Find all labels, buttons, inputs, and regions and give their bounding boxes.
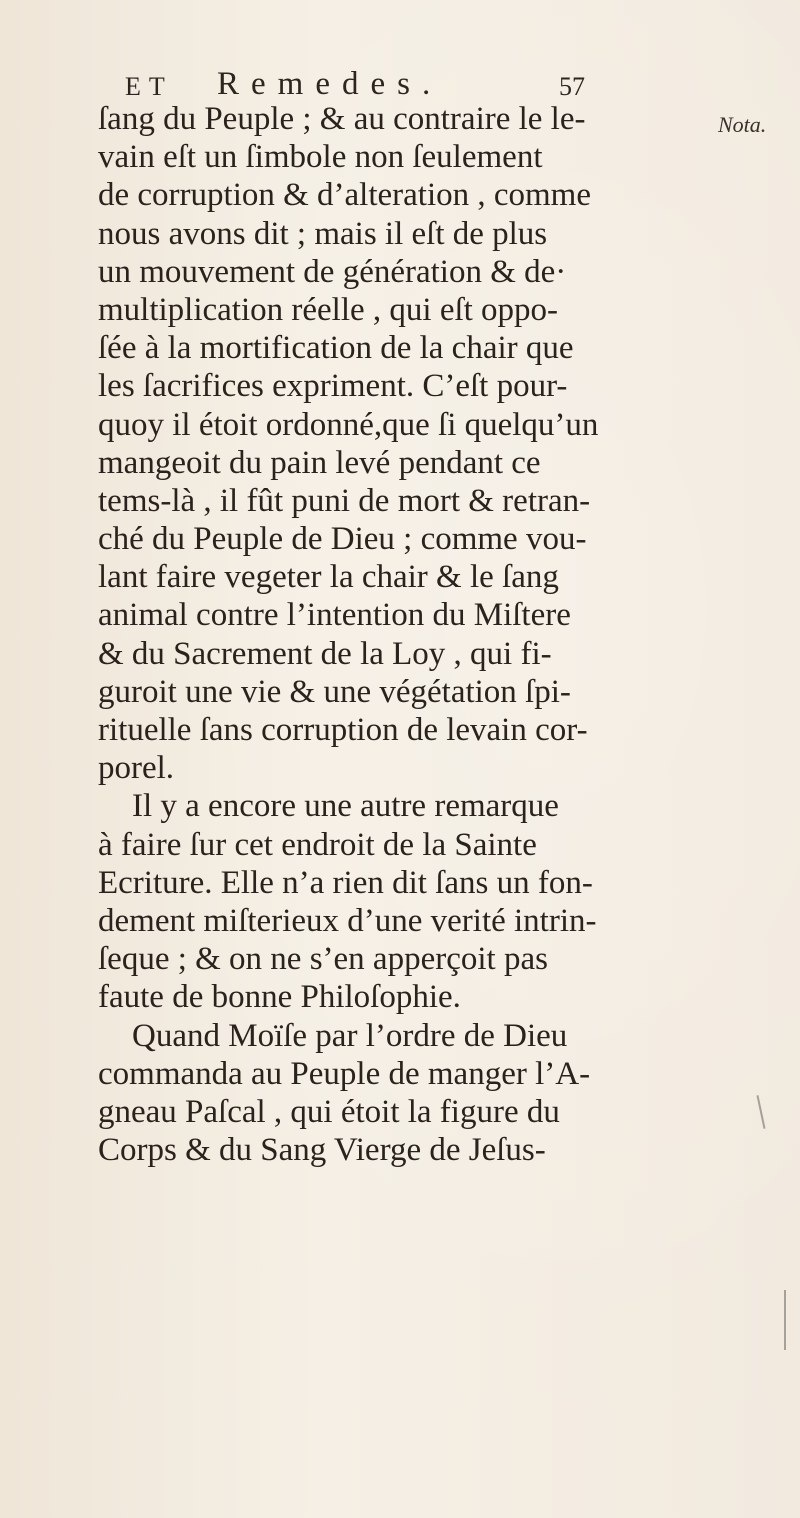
text-line: guroit une vie & une végétation ſpi-: [98, 673, 571, 710]
text-line: mangeoit du pain levé pendant ce: [98, 444, 541, 481]
margin-mark: [784, 1290, 786, 1350]
margin-note: Nota.: [718, 112, 767, 137]
running-head-title: Remedes.: [217, 66, 443, 102]
text-line: animal contre l’intention du Miſtere: [98, 597, 571, 634]
text-line: ſée à la mortification de la chair que: [98, 330, 574, 367]
text-line: quoy il étoit ordonné,que ſi quelqu’un: [98, 406, 599, 443]
page-number: 57: [559, 72, 585, 101]
text-line: rituelle ſans corruption de levain cor-: [98, 712, 588, 748]
text-line: & du Sacrement de la Loy , qui fi-: [98, 635, 552, 672]
text-line: tems-là , il fût puni de mort & retran-: [98, 482, 591, 519]
text-line: multiplication réelle , qui eſt oppo-: [98, 291, 559, 328]
text-line: gneau Paſcal , qui étoit la figure du: [98, 1093, 560, 1130]
body-text: [98, 100, 718, 1169]
text-line: porel.: [98, 750, 175, 787]
text-line: ché du Peuple de Dieu ; comme vou-: [98, 521, 587, 558]
text-line: dement miſterieux d’une verité intrin-: [98, 902, 597, 939]
text-line: ſang du Peuple ; & au contraire le le-: [98, 101, 586, 137]
running-head-prefix: ET: [125, 72, 173, 101]
paragraph-start-line: Quand Moïſe par l’ordre de Dieu: [132, 1017, 568, 1054]
text-line: un mouvement de génération & de·: [98, 253, 567, 290]
text-line: à faire ſur cet endroit de la Sainte: [98, 826, 537, 863]
text-line: lant faire vegeter la chair & le ſang: [98, 559, 559, 596]
text-line: faute de bonne Philoſophie.: [98, 979, 461, 1016]
text-line: nous avons dit ; mais il eſt de plus: [98, 215, 548, 252]
text-line: de corruption & d’alteration , comme: [98, 177, 592, 214]
text-line: Ecriture. Elle n’a rien dit ſans un fon-: [98, 864, 593, 901]
text-line: les ſacrifices expriment. C’eſt pour-: [98, 368, 568, 405]
text-line: commanda au Peuple de manger l’A-: [98, 1055, 591, 1092]
margin-mark: [756, 1095, 765, 1129]
text-line: ſeque ; & on ne s’en apperçoit pas: [98, 941, 548, 978]
text-line: Corps & du Sang Vierge de Jeſus-: [98, 1132, 546, 1169]
text-line: vain eſt un ſimbole non ſeulement: [98, 139, 543, 176]
paragraph-start-line: Il y a encore une autre remarque: [132, 788, 559, 825]
